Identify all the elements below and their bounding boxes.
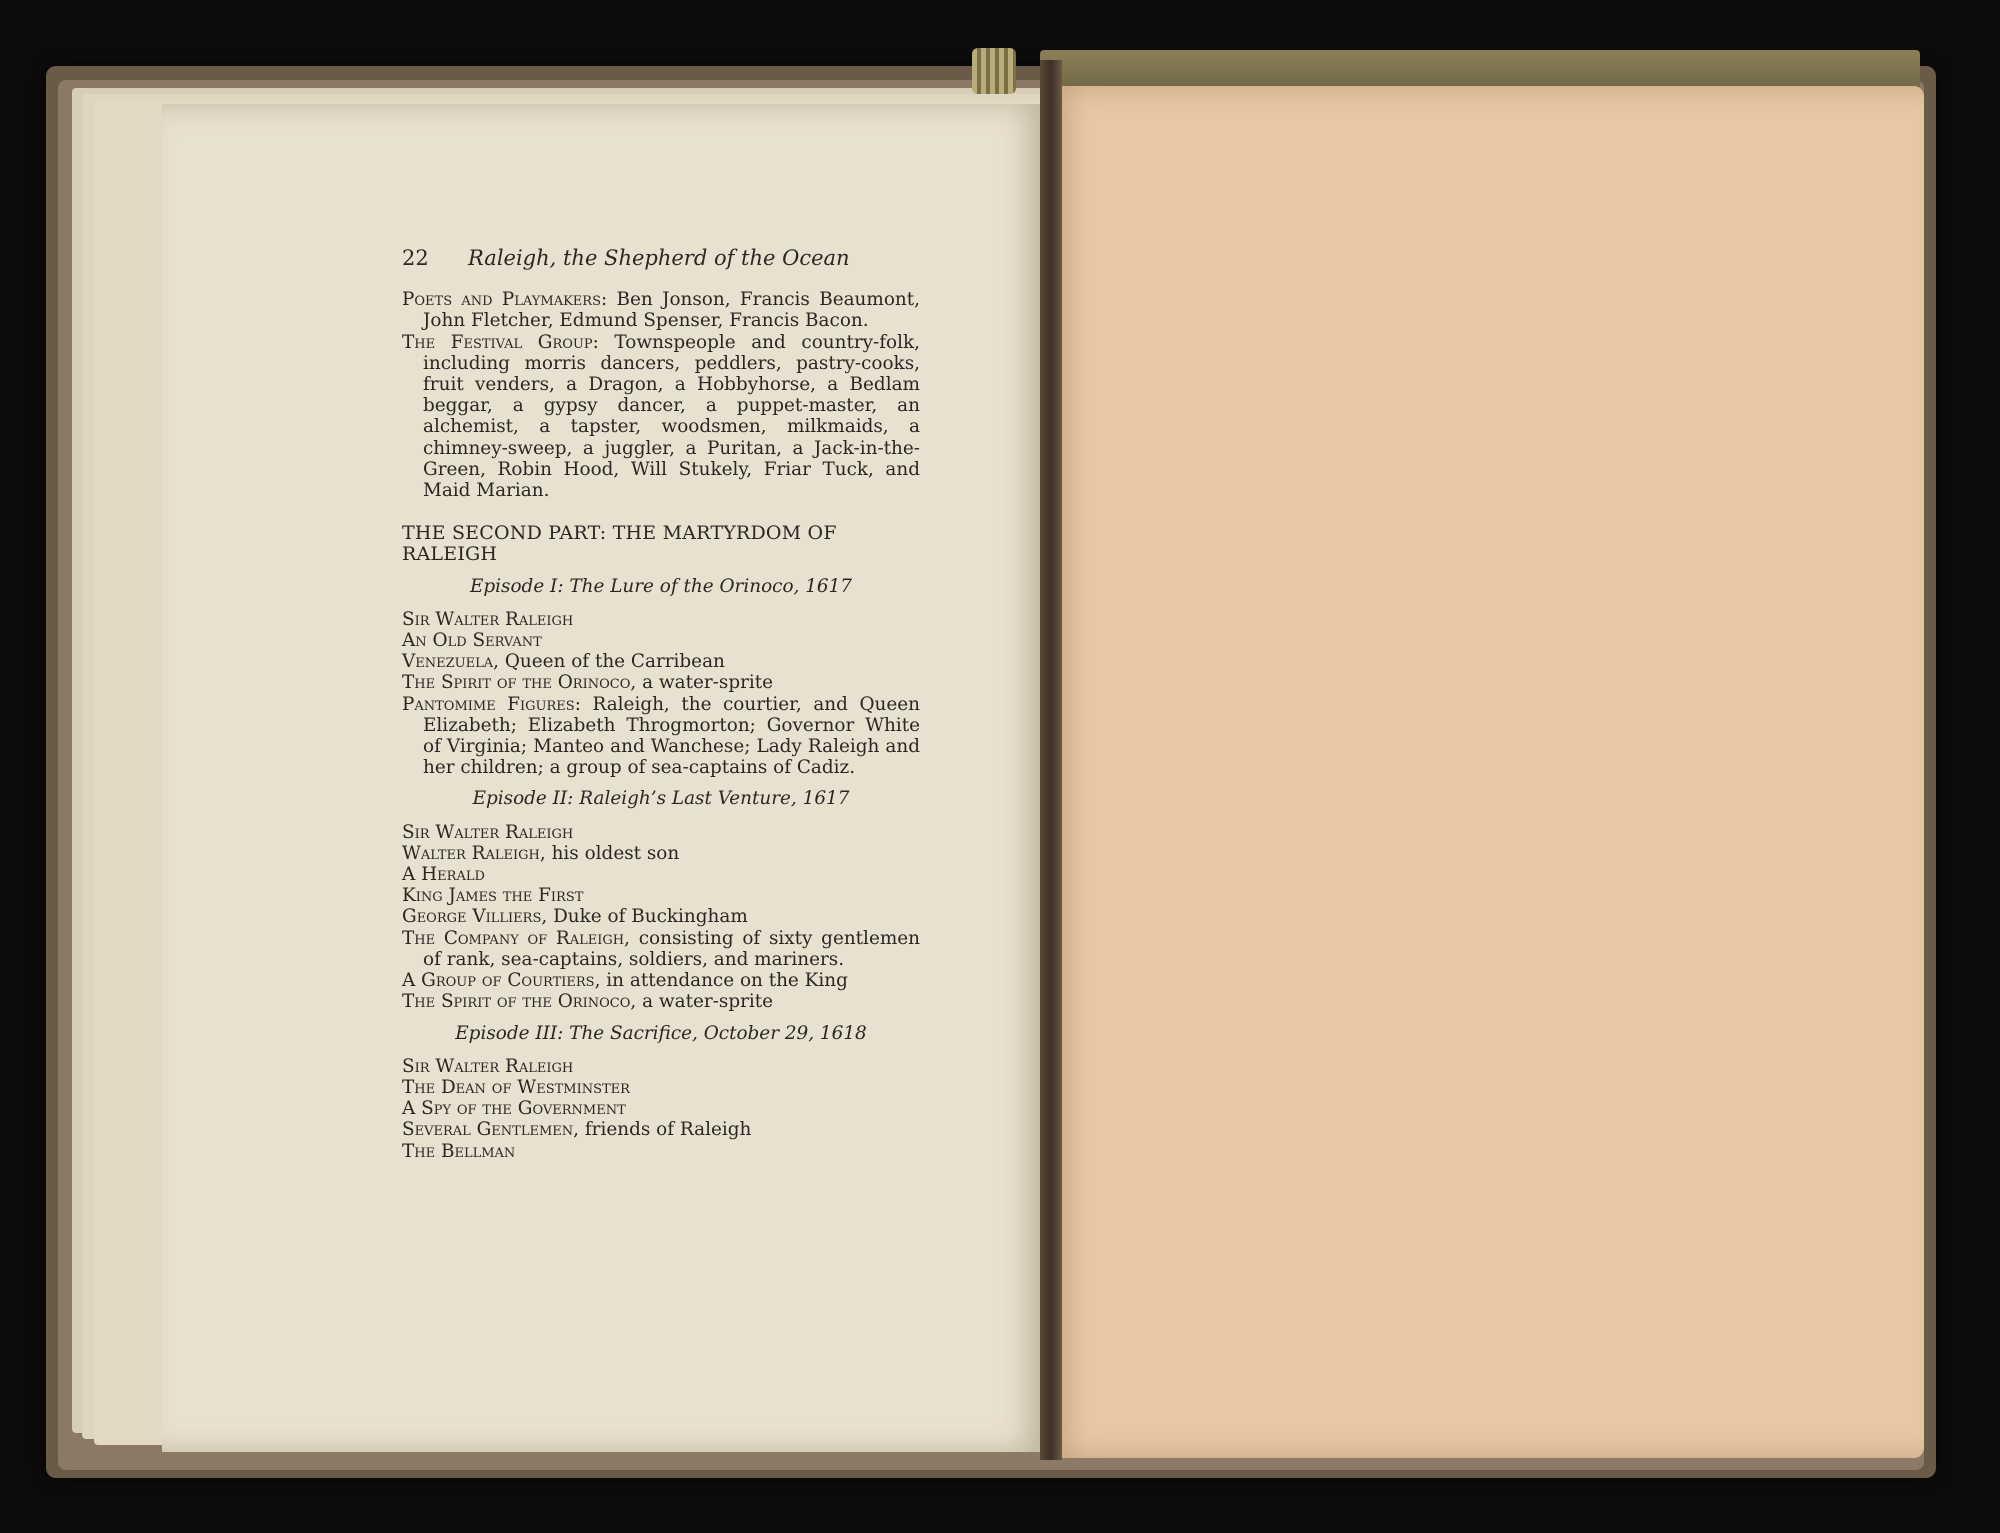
cast-entry: Poets and Playmakers: Ben Jonson, Francis Beaumont, John Fletcher, Edmund Spenser, Francis Bacon. bbox=[402, 289, 920, 332]
episode-heading: Episode I: The Lure of the Orinoco, 1617 bbox=[469, 575, 853, 597]
cast-entry: Several Gentlemen, friends of Raleigh bbox=[402, 1119, 752, 1141]
page-number: 22 bbox=[402, 246, 429, 270]
running-title: Raleigh, the Shepherd of the Ocean bbox=[468, 246, 850, 270]
book-gutter bbox=[1040, 60, 1062, 1460]
cast-entry: A Spy of the Government bbox=[402, 1098, 626, 1120]
cast-entry: Sir Walter Raleigh bbox=[402, 1055, 574, 1077]
cast-entry: Sir Walter Raleigh bbox=[402, 821, 574, 843]
headband bbox=[972, 48, 1016, 94]
cast-entry: The Festival Group: Townspeople and country-folk, including morris dancers, peddlers, pastry-cooks, fruit venders, a Dragon, a Hobbyhorse, a Bedlam beggar, a gypsy dancer, a puppet-master, an alchemist, a tapster, woodsmen, milkmaids, a chimney-sweep, a juggler, a Puritan, a Jack-in-the-Green, Robin Hood, Will Stukely, Friar Tuck, and Maid Marian. bbox=[402, 331, 920, 502]
cast-entry: A Group of Courtiers, in attendance on the King bbox=[402, 970, 848, 992]
cast-entry: The Company of Raleigh, consisting of sixty gentlemen of rank, sea-captains, soldiers, and mariners. bbox=[402, 927, 920, 970]
cast-entry: The Bellman bbox=[402, 1140, 516, 1162]
cast-entry: King James the First bbox=[402, 885, 584, 907]
cast-entry: George Villiers, Duke of Buckingham bbox=[402, 906, 748, 928]
cast-entry: Pantomime Figures: Raleigh, the courtier, and Queen Elizabeth; Elizabeth Throgmorton; Governor White of Virginia; Manteo and Wanchese; Lady Raleigh and her children; a group of sea-captains of Cadiz. bbox=[402, 693, 920, 779]
cast-entry: The Spirit of the Orinoco, a water-sprite bbox=[402, 672, 774, 694]
right-page bbox=[1044, 86, 1924, 1458]
cast-entry: An Old Servant bbox=[402, 630, 542, 652]
episode-heading: Episode III: The Sacrifice, October 29, 1618 bbox=[455, 1022, 867, 1044]
cast-entry: A Herald bbox=[402, 864, 485, 886]
part-heading: THE SECOND PART: THE MARTYRDOM OF RALEIGH bbox=[402, 522, 837, 566]
running-head bbox=[402, 248, 920, 269]
cast-entry: The Dean of Westminster bbox=[402, 1076, 630, 1098]
cast-entry: Venezuela, Queen of the Carribean bbox=[402, 651, 725, 673]
cast-entry: Walter Raleigh, his oldest son bbox=[402, 842, 680, 864]
cast-entry: Sir Walter Raleigh bbox=[402, 608, 574, 630]
episode-heading: Episode II: Raleigh’s Last Venture, 1617 bbox=[472, 788, 850, 810]
page-text bbox=[402, 248, 920, 1162]
cast-entry: The Spirit of the Orinoco, a water-sprite bbox=[402, 991, 774, 1013]
